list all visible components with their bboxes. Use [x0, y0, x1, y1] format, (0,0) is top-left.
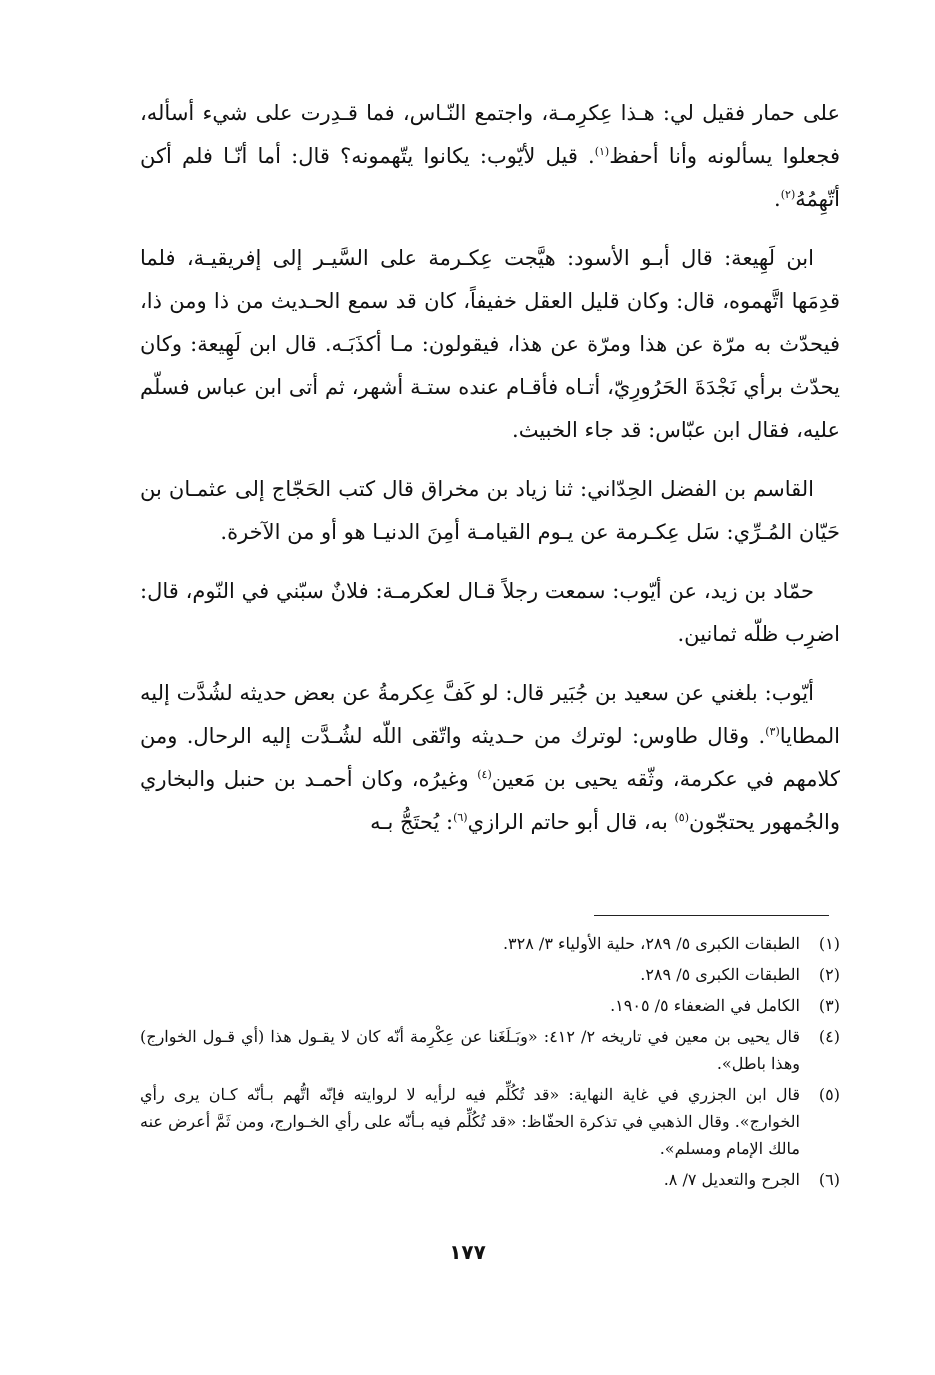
footnote-separator — [594, 915, 829, 916]
footnotes — [140, 930, 840, 1197]
footnote-number: (٦) — [818, 1170, 840, 1189]
footnote-text: الطبقات الكبرى ٥/ ٢٨٩. — [640, 965, 800, 984]
main-text — [140, 92, 840, 860]
footnote-reference-2[interactable]: (٢) — [780, 188, 796, 201]
footnote-reference-4[interactable]: (٤) — [477, 768, 492, 781]
paragraph-text: : يُحتَجُّ بـه — [370, 810, 454, 834]
footnote-number: (١) — [818, 934, 840, 953]
footnote-reference-5[interactable]: (٥) — [674, 811, 690, 824]
paragraph-text: القاسم بن الفضل الحِدّاني: ثنا زياد بن مخراق قال كتب الحَجّاج إلى عثمـان بن حَيّان المُـرِّي: سَل عِكـرمة عن يـوم القيامـة أمِنَ الدنيـا هو أو من الآخرة. — [140, 477, 840, 544]
footnote-number: (٢) — [818, 965, 840, 984]
footnote-text: قال ابن الجزري في غاية النهاية: «قد تُكُلِّم فيه لرأيه لا لروايته فإنّه اتُّهم بـأنّه كـان يرى رأي الخوارج». وقال الذهبي في تذكرة الحفّاظ: «قد تُكُلِّم فيه بـأنّه على رأي الخـوارج، ومن ثَمَّ أعرض عنه مالك الإمام ومسلم». — [140, 1085, 800, 1158]
paragraph-4 — [140, 570, 840, 656]
paragraph-text: أيّوب: بلغني عن سعيد بن جُبَير قال: لو كَفَّ عِكرمةُ عن بعض حديثه لشُدَّت إليه المطايا — [140, 681, 840, 748]
footnote-number: (٣) — [818, 996, 840, 1015]
paragraph-text: حمّاد بن زيد، عن أيّوب: سمعت رجلاً قـال لعكرمـة: فلانٌ سبّني في النّوم، قال: اضرِب ظلّه ثمانين. — [140, 579, 840, 646]
footnote-2 — [140, 961, 840, 988]
paragraph-text: على حمار فقيل لي: هـذا عِكرِمـة، واجتمع النّـاس، فما قـدِرت على شيء أسأله، فجعلوا يسألونه وأنا أحفظ — [140, 101, 840, 168]
footnote-4 — [140, 1023, 840, 1077]
footnote-reference-1[interactable]: (١) — [594, 145, 610, 158]
paragraph-text: وغيرُه، وكان أحمـد بن حنبل والبخاري والجُمهور يحتجّون — [140, 767, 840, 834]
footnote-1 — [140, 930, 840, 957]
footnote-text: الكامل في الضعفاء ٥/ ١٩٠٥. — [610, 996, 800, 1015]
paragraph-text: . قيل لأيّوب: يكانوا يتّهمونه؟ قال: أما أنّـا فلم أكن أتّهِمُهُ — [140, 144, 840, 211]
footnote-number: (٤) — [818, 1027, 840, 1046]
paragraph-text: ابن لَهِيعة: قال أبـو الأسود: هيَّجت عِكـرمة على السَّيـر إلى إفريقيـة، فلما قدِمَها اتَّهموه، قال: وكان قليل العقل خفيفاً، كان قد سمع الحـديث من ذا ومن ذا، فيحدّث به مرّة عن هذا ومرّة عن هذا، فيقولون: مـا أكذَبَـه. قال ابن لَهِيعة: وكان يحدّث برأي نَجْدَةَ الحَرُورِيّ، أتـاه فأقـام عنده ستـة أشهر، ثم أتى ابن عباس فسلّم عليه، فقال ابن عبّاس: قد جاء الخبيث. — [140, 246, 840, 442]
paragraph-text: . وقال طاوس: لوترك من حـديثه واتّقى اللّه لشُـدَّت إليه الرحال. ومن كلامهم في عكرمة، وثّقه يحيى بن مَعين — [140, 724, 841, 791]
paragraph-text: . — [774, 187, 781, 211]
paragraph-text: به، قال أبو حاتم الرازي — [467, 810, 675, 834]
footnote-reference-6[interactable]: (٦) — [453, 811, 468, 824]
footnote-reference-3[interactable]: (٣) — [765, 725, 780, 738]
footnote-6 — [140, 1166, 840, 1193]
footnote-text: الطبقات الكبرى ٥/ ٢٨٩، حلية الأولياء ٣/ ٣٢٨. — [502, 934, 800, 953]
paragraph-3 — [140, 468, 840, 554]
paragraph-5 — [140, 672, 840, 844]
footnote-text: قال يحيى بن معين في تاريخه ٢/ ٤١٢: «وبَـلَغَنا عن عِكْرِمة أنّه كان لا يقـول هذا (أي قـول الخوارج) وهذا باطل». — [140, 1027, 801, 1073]
paragraph-1 — [140, 92, 840, 221]
footnote-3 — [140, 992, 840, 1019]
paragraph-2 — [140, 237, 840, 452]
footnote-number: (٥) — [818, 1085, 840, 1104]
footnote-5 — [140, 1081, 840, 1162]
page-number: ١٧٧ — [449, 1240, 486, 1264]
footnote-text: الجرح والتعديل ٧/ ٨. — [663, 1170, 800, 1189]
